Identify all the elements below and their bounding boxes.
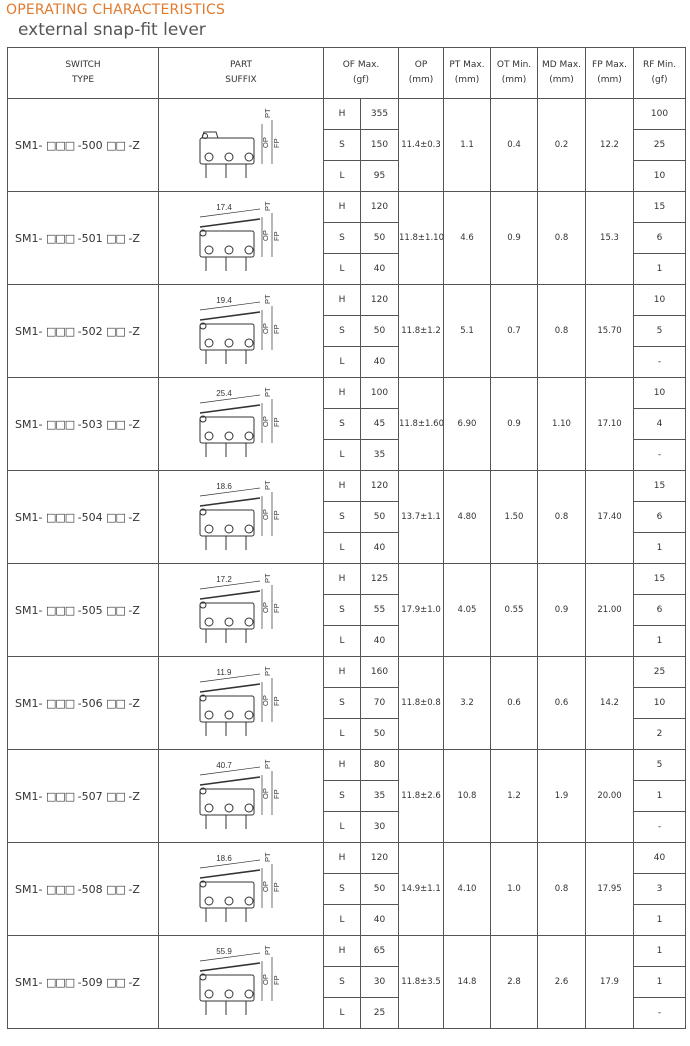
rf-min-value: 1 [634, 533, 686, 564]
switch-diagram-cell [159, 936, 324, 1029]
table-row [8, 99, 686, 130]
part-number-suffix: -506 [77, 696, 103, 710]
fp-label: FP [272, 603, 281, 613]
rf-min-value: 1 [634, 781, 686, 812]
force-level-label: S [324, 595, 361, 626]
part-number-boxes: □□□ [45, 324, 75, 338]
pt-label: PT [263, 573, 272, 583]
lever-length-label: 18.6 [216, 854, 232, 863]
md-value: 0.2 [538, 99, 586, 192]
force-level-label: S [324, 781, 361, 812]
page-title: OPERATING CHARACTERISTICS [6, 2, 226, 18]
part-number-suffix: -501 [77, 231, 103, 245]
rf-min-value: 1 [634, 967, 686, 998]
rf-min-value: - [634, 812, 686, 843]
part-number-suffix: -504 [77, 510, 103, 524]
of-max-value: 50 [361, 874, 399, 905]
md-value: 0.8 [538, 471, 586, 564]
fp-value: 17.9 [586, 936, 634, 1029]
part-number-boxes2: □□ [106, 324, 125, 338]
force-level-label: S [324, 874, 361, 905]
force-level-label: H [324, 99, 361, 130]
table-row [8, 750, 686, 781]
force-level-label: L [324, 347, 361, 378]
part-number-suffix: -503 [77, 417, 103, 431]
header-pt-max: PT Max. (mm) [444, 48, 491, 99]
fp-label: FP [272, 138, 281, 148]
header-md-max: MD Max. (mm) [538, 48, 586, 99]
md-value: 0.8 [538, 192, 586, 285]
switch-drawing [186, 195, 296, 281]
op-value: 17.9±1.0 [399, 564, 444, 657]
op-label: OP [261, 602, 270, 613]
part-number-prefix: SM1- [15, 975, 43, 989]
fp-value: 12.2 [586, 99, 634, 192]
of-max-value: 95 [361, 161, 399, 192]
part-number-boxes: □□□ [45, 231, 75, 245]
switch-diagram-cell [159, 192, 324, 285]
force-level-label: L [324, 905, 361, 936]
fp-value: 17.40 [586, 471, 634, 564]
part-number-prefix: SM1- [15, 882, 43, 896]
switch-type-cell [8, 750, 159, 843]
op-value: 11.8±1.60 [399, 378, 444, 471]
fp-label: FP [272, 975, 281, 985]
part-number-boxes: □□□ [45, 975, 75, 989]
force-level-label: S [324, 223, 361, 254]
rf-min-value: 6 [634, 595, 686, 626]
part-number-boxes2: □□ [106, 696, 125, 710]
pt-label: PT [263, 759, 272, 769]
part-number-suffix: -508 [77, 882, 103, 896]
part-number-boxes2: □□ [106, 789, 125, 803]
rf-min-value: 10 [634, 378, 686, 409]
lever-length-label: 11.9 [216, 668, 232, 677]
fp-value: 17.10 [586, 378, 634, 471]
switch-drawing [186, 288, 296, 374]
pt-value: 5.1 [444, 285, 491, 378]
op-value: 14.9±1.1 [399, 843, 444, 936]
force-level-label: L [324, 812, 361, 843]
pt-value: 4.6 [444, 192, 491, 285]
fp-label: FP [272, 231, 281, 241]
lever-length-label: 40.7 [216, 761, 232, 770]
fp-label: FP [272, 882, 281, 892]
op-label: OP [261, 137, 270, 148]
switch-type-cell [8, 564, 159, 657]
force-level-label: H [324, 657, 361, 688]
part-number-prefix: SM1- [15, 789, 43, 803]
force-level-label: L [324, 440, 361, 471]
part-number-boxes: □□□ [45, 789, 75, 803]
lever-length-label: 17.2 [216, 575, 232, 584]
header-op: OP (mm) [399, 48, 444, 99]
force-level-label: H [324, 936, 361, 967]
op-label: OP [261, 788, 270, 799]
rf-min-value: 5 [634, 316, 686, 347]
header-row [8, 48, 686, 99]
rf-min-value: 6 [634, 223, 686, 254]
part-number-prefix: SM1- [15, 696, 43, 710]
switch-type-cell [8, 378, 159, 471]
part-number-boxes: □□□ [45, 138, 75, 152]
switch-drawing [186, 102, 296, 188]
op-value: 13.7±1.1 [399, 471, 444, 564]
actuator-lever [200, 963, 260, 971]
force-level-label: L [324, 626, 361, 657]
table-row [8, 843, 686, 874]
switch-drawing [186, 474, 296, 560]
rf-min-value: 15 [634, 471, 686, 502]
part-number-end: -Z [128, 417, 140, 431]
fp-value: 20.00 [586, 750, 634, 843]
part-number-prefix: SM1- [15, 138, 43, 152]
header-fp-max: FP Max. (mm) [586, 48, 634, 99]
pt-label: PT [263, 480, 272, 490]
md-value: 2.6 [538, 936, 586, 1029]
op-label: OP [261, 323, 270, 334]
ot-value: 1.2 [491, 750, 538, 843]
of-max-value: 30 [361, 812, 399, 843]
fp-label: FP [272, 696, 281, 706]
rf-min-value: 100 [634, 99, 686, 130]
force-level-label: L [324, 161, 361, 192]
part-number-end: -Z [128, 975, 140, 989]
pt-label: PT [263, 945, 272, 955]
part-number-boxes: □□□ [45, 882, 75, 896]
ot-value: 1.0 [491, 843, 538, 936]
header-part-suffix: PART SUFFIX [159, 48, 324, 99]
part-number-boxes: □□□ [45, 510, 75, 524]
switch-drawing [186, 567, 296, 653]
force-level-label: H [324, 564, 361, 595]
switch-type-cell [8, 192, 159, 285]
of-max-value: 120 [361, 285, 399, 316]
switch-type-cell [8, 843, 159, 936]
op-value: 11.8±2.6 [399, 750, 444, 843]
part-number-boxes2: □□ [106, 510, 125, 524]
table-row [8, 378, 686, 409]
force-level-label: S [324, 967, 361, 998]
of-max-value: 35 [361, 781, 399, 812]
switch-diagram-cell [159, 285, 324, 378]
force-level-label: S [324, 130, 361, 161]
part-number-prefix: SM1- [15, 510, 43, 524]
table-row [8, 285, 686, 316]
rf-min-value: 3 [634, 874, 686, 905]
header-of-max: OF Max. (gf) [324, 48, 399, 99]
force-level-label: L [324, 533, 361, 564]
part-number-suffix: -502 [77, 324, 103, 338]
switch-drawing [186, 381, 296, 467]
force-level-label: H [324, 843, 361, 874]
actuator-lever [200, 684, 260, 692]
switch-diagram-cell [159, 564, 324, 657]
ot-value: 0.7 [491, 285, 538, 378]
part-number-boxes2: □□ [106, 417, 125, 431]
part-number-suffix: -505 [77, 603, 103, 617]
ot-value: 0.6 [491, 657, 538, 750]
rf-min-value: 25 [634, 657, 686, 688]
op-label: OP [261, 230, 270, 241]
actuator-lever [200, 405, 260, 413]
op-value: 11.8±0.8 [399, 657, 444, 750]
part-number-boxes: □□□ [45, 603, 75, 617]
rf-min-value: 10 [634, 161, 686, 192]
actuator-lever [200, 591, 260, 599]
actuator-lever [200, 498, 260, 506]
switch-type-cell [8, 936, 159, 1029]
of-max-value: 355 [361, 99, 399, 130]
part-number-end: -Z [128, 138, 140, 152]
switch-drawing [186, 753, 296, 839]
of-max-value: 50 [361, 316, 399, 347]
of-max-value: 120 [361, 471, 399, 502]
fp-value: 17.95 [586, 843, 634, 936]
pt-value: 4.80 [444, 471, 491, 564]
actuator-lever [200, 312, 260, 320]
rf-min-value: - [634, 998, 686, 1029]
rf-min-value: 15 [634, 564, 686, 595]
part-number-end: -Z [128, 324, 140, 338]
op-label: OP [261, 416, 270, 427]
pt-label: PT [263, 387, 272, 397]
op-value: 11.8±1.10 [399, 192, 444, 285]
actuator-lever [200, 219, 260, 227]
of-max-value: 150 [361, 130, 399, 161]
pt-label: PT [263, 108, 272, 118]
pt-label: PT [263, 852, 272, 862]
ot-value: 0.55 [491, 564, 538, 657]
rf-min-value: 6 [634, 502, 686, 533]
op-label: OP [261, 974, 270, 985]
rf-min-value: - [634, 440, 686, 471]
lever-length-label: 25.4 [216, 389, 232, 398]
switch-type-cell [8, 99, 159, 192]
part-number-end: -Z [128, 789, 140, 803]
switch-drawing [186, 660, 296, 746]
header-rf-min: RF Min. (gf) [634, 48, 686, 99]
md-value: 0.6 [538, 657, 586, 750]
rf-min-value: 4 [634, 409, 686, 440]
force-level-label: L [324, 719, 361, 750]
switch-type-cell [8, 471, 159, 564]
header-switch-type: SWITCH TYPE [8, 48, 159, 99]
of-max-value: 50 [361, 502, 399, 533]
of-max-value: 70 [361, 688, 399, 719]
rf-min-value: - [634, 347, 686, 378]
pt-label: PT [263, 201, 272, 211]
of-max-value: 160 [361, 657, 399, 688]
of-max-value: 120 [361, 843, 399, 874]
switch-drawing [186, 846, 296, 932]
part-number-end: -Z [128, 510, 140, 524]
force-level-label: H [324, 378, 361, 409]
of-max-value: 80 [361, 750, 399, 781]
part-number-boxes2: □□ [106, 975, 125, 989]
part-number-boxes2: □□ [106, 882, 125, 896]
fp-label: FP [272, 324, 281, 334]
fp-label: FP [272, 789, 281, 799]
of-max-value: 40 [361, 533, 399, 564]
force-level-label: S [324, 316, 361, 347]
part-number-suffix: -500 [77, 138, 103, 152]
part-number-prefix: SM1- [15, 417, 43, 431]
fp-label: FP [272, 510, 281, 520]
fp-value: 21.00 [586, 564, 634, 657]
table-row [8, 657, 686, 688]
rf-min-value: 25 [634, 130, 686, 161]
pt-label: PT [263, 294, 272, 304]
ot-value: 0.4 [491, 99, 538, 192]
rf-min-value: 1 [634, 254, 686, 285]
rf-min-value: 1 [634, 626, 686, 657]
op-value: 11.8±1.2 [399, 285, 444, 378]
ot-value: 0.9 [491, 378, 538, 471]
rf-min-value: 5 [634, 750, 686, 781]
part-number-boxes2: □□ [106, 603, 125, 617]
md-value: 0.8 [538, 843, 586, 936]
ot-value: 1.50 [491, 471, 538, 564]
actuator-lever [200, 870, 260, 878]
table-row [8, 564, 686, 595]
force-level-label: S [324, 409, 361, 440]
part-number-boxes: □□□ [45, 696, 75, 710]
part-number-prefix: SM1- [15, 603, 43, 617]
fp-value: 14.2 [586, 657, 634, 750]
plunger [202, 132, 218, 138]
op-value: 11.8±3.5 [399, 936, 444, 1029]
pt-value: 4.05 [444, 564, 491, 657]
of-max-value: 65 [361, 936, 399, 967]
of-max-value: 45 [361, 409, 399, 440]
part-number-suffix: -509 [77, 975, 103, 989]
lever-length-label: 19.4 [216, 296, 232, 305]
op-label: OP [261, 881, 270, 892]
fp-value: 15.3 [586, 192, 634, 285]
of-max-value: 40 [361, 626, 399, 657]
lever-length-label: 55.9 [216, 947, 232, 956]
ot-value: 2.8 [491, 936, 538, 1029]
rf-min-value: 2 [634, 719, 686, 750]
md-value: 1.10 [538, 378, 586, 471]
rf-min-value: 1 [634, 905, 686, 936]
of-max-value: 40 [361, 254, 399, 285]
force-level-label: H [324, 750, 361, 781]
switch-type-cell [8, 657, 159, 750]
of-max-value: 25 [361, 998, 399, 1029]
pt-value: 3.2 [444, 657, 491, 750]
rf-min-value: 1 [634, 936, 686, 967]
of-max-value: 40 [361, 347, 399, 378]
force-level-label: L [324, 998, 361, 1029]
switch-type-cell [8, 285, 159, 378]
switch-drawing [186, 939, 296, 1025]
switch-diagram-cell [159, 843, 324, 936]
pt-value: 10.8 [444, 750, 491, 843]
rf-min-value: 10 [634, 285, 686, 316]
operating-characteristics-table [7, 47, 686, 1029]
table-row [8, 936, 686, 967]
part-number-end: -Z [128, 231, 140, 245]
md-value: 1.9 [538, 750, 586, 843]
part-number-boxes: □□□ [45, 417, 75, 431]
part-number-prefix: SM1- [15, 231, 43, 245]
lever-length-label: 17.4 [216, 203, 232, 212]
switch-diagram-cell [159, 750, 324, 843]
part-number-boxes2: □□ [106, 231, 125, 245]
part-number-end: -Z [128, 882, 140, 896]
switch-diagram-cell [159, 99, 324, 192]
actuator-lever [200, 777, 260, 785]
rf-min-value: 10 [634, 688, 686, 719]
part-number-prefix: SM1- [15, 324, 43, 338]
md-value: 0.9 [538, 564, 586, 657]
part-number-end: -Z [128, 603, 140, 617]
part-number-boxes2: □□ [106, 138, 125, 152]
md-value: 0.8 [538, 285, 586, 378]
of-max-value: 30 [361, 967, 399, 998]
force-level-label: H [324, 471, 361, 502]
op-value: 11.4±0.3 [399, 99, 444, 192]
force-level-label: H [324, 285, 361, 316]
of-max-value: 40 [361, 905, 399, 936]
switch-diagram-cell [159, 471, 324, 564]
header-ot-min: OT Min. (mm) [491, 48, 538, 99]
table-row [8, 192, 686, 223]
of-max-value: 50 [361, 719, 399, 750]
pt-value: 14.8 [444, 936, 491, 1029]
op-label: OP [261, 509, 270, 520]
pt-label: PT [263, 666, 272, 676]
part-number-end: -Z [128, 696, 140, 710]
of-max-value: 35 [361, 440, 399, 471]
pt-value: 6.90 [444, 378, 491, 471]
rf-min-value: 40 [634, 843, 686, 874]
op-label: OP [261, 695, 270, 706]
of-max-value: 125 [361, 564, 399, 595]
fp-value: 15.70 [586, 285, 634, 378]
force-level-label: S [324, 688, 361, 719]
pt-value: 4.10 [444, 843, 491, 936]
table-row [8, 471, 686, 502]
of-max-value: 120 [361, 192, 399, 223]
switch-diagram-cell [159, 657, 324, 750]
of-max-value: 50 [361, 223, 399, 254]
force-level-label: S [324, 502, 361, 533]
part-number-suffix: -507 [77, 789, 103, 803]
pt-value: 1.1 [444, 99, 491, 192]
page-subtitle: external snap-fit lever [18, 20, 206, 40]
of-max-value: 55 [361, 595, 399, 626]
lever-length-label: 18.6 [216, 482, 232, 491]
switch-diagram-cell [159, 378, 324, 471]
force-level-label: L [324, 254, 361, 285]
fp-label: FP [272, 417, 281, 427]
rf-min-value: 15 [634, 192, 686, 223]
of-max-value: 100 [361, 378, 399, 409]
ot-value: 0.9 [491, 192, 538, 285]
force-level-label: H [324, 192, 361, 223]
